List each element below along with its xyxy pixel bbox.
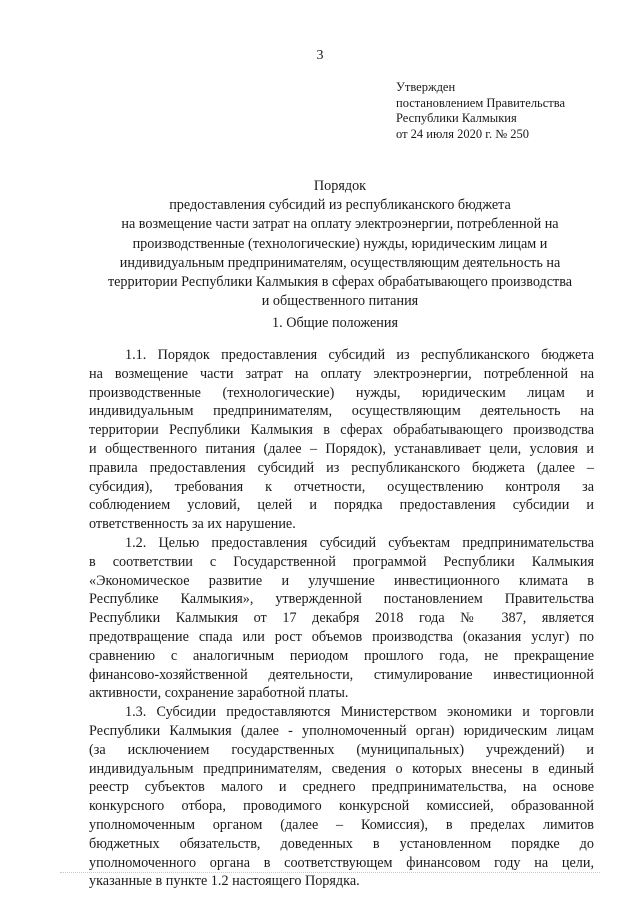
paragraph-line: субсидия), требования к отчетности, осуществлению контроля за: [89, 478, 594, 495]
title-line: индивидуальным предпринимателям, осуществляющим деятельность на: [119, 254, 561, 271]
approval-line: от 24 июля 2020 г. № 250: [396, 126, 530, 141]
title-line: на возмещение части затрат на оплату электроэнергии, потребленной на: [121, 216, 559, 233]
paragraph-line: уполномоченным органом (далее – Комиссия), в пределах лимитов: [89, 816, 594, 833]
paragraph-line: и общественного питания (далее – Порядок), устанавливает цели, условия и: [89, 440, 594, 457]
paragraph-line: бюджетных обязательств, доведенных в установленном порядке до: [89, 835, 594, 852]
paragraph-line: предотвращение спада или рост объемов производства (оказания услуг) по: [89, 628, 594, 645]
scan-edge-divider: [60, 872, 600, 874]
title-line: территории Республики Калмыкия в сферах обрабатывающего производства: [107, 274, 573, 291]
title-heading: Порядок: [313, 178, 367, 194]
paragraph-line: Республике Калмыкия», утвержденной постановлением Правительства: [89, 591, 594, 608]
section-heading: 1. Общие положения: [272, 315, 398, 331]
paragraph-line: сравнению с аналогичным периодом прошлого года, не прекращение: [89, 647, 594, 664]
approval-line: постановлением Правительства: [396, 95, 566, 110]
title-line: и общественного питания: [261, 293, 419, 310]
paragraph-line: производственные (технологические) нужды, юридическим лицам и: [89, 384, 594, 401]
title-line: предоставления субсидий из республиканского бюджета: [169, 197, 511, 214]
paragraph-line: соблюдением условий, целей и порядка предоставления субсидии и: [89, 497, 594, 514]
paragraph-line: 1.3. Субсидии предоставляются Министерством экономики и торговли: [125, 704, 594, 721]
document-body: [89, 346, 594, 891]
paragraph-line: уполномоченного органа в соответствующем финансовом году на цели,: [89, 854, 594, 871]
paragraph-line: Республики Калмыкия (далее - уполномоченный орган) юридическим лицам: [89, 722, 594, 739]
page-number: 3: [316, 48, 324, 63]
paragraph-line: правила предоставления субсидий из республиканского бюджета (далее –: [89, 459, 594, 476]
title-line: производственные (технологические) нужды, юридическим лицам и: [132, 235, 548, 252]
paragraph-line: финансово-хозяйственной деятельности, стимулирование инвестиционной: [89, 666, 594, 683]
document-title: [70, 177, 610, 311]
paragraph-line: индивидуальным предпринимателям, осуществляющим деятельность на: [89, 403, 594, 420]
paragraph-line: (за исключением государственных (муниципальных) учреждений) и: [89, 741, 594, 758]
paragraph-line: «Экономическое развитие и улучшение инвестиционного климата в: [89, 572, 594, 589]
paragraph-line: Республики Калмыкия от 17 декабря 2018 года № 387, является: [89, 610, 594, 627]
paragraph-line: в соответствии с Государственной программой Республики Калмыкия: [89, 553, 594, 570]
paragraph-line: ответственность за их нарушение.: [89, 516, 296, 533]
paragraph-line: реестр субъектов малого и среднего предпринимательства, на основе: [89, 779, 594, 796]
paragraph-line: 1.2. Целью предоставления субсидий субъектам предпринимательства: [125, 534, 594, 551]
paragraph-line: конкурсного отбора, проводимого конкурсной комиссией, образованной: [89, 798, 594, 815]
paragraph-line: на возмещение части затрат на оплату электроэнергии, потребленной на: [89, 365, 594, 382]
paragraph-line: индивидуальным предпринимателям, сведения о которых внесены в единый: [89, 760, 594, 777]
approval-line: Утвержден: [396, 80, 456, 94]
approval-line: Республики Калмыкия: [396, 111, 517, 125]
paragraph-line: активности, сохранение заработной платы.: [89, 685, 349, 702]
approval-stamp: [396, 80, 565, 142]
paragraph-line: территории Республики Калмыкия в сферах обрабатывающего производства: [89, 422, 594, 439]
paragraph-line: указанные в пункте 1.2 настоящего Порядка.: [89, 873, 360, 890]
paragraph-line: 1.1. Порядок предоставления субсидий из республиканского бюджета: [125, 347, 594, 363]
